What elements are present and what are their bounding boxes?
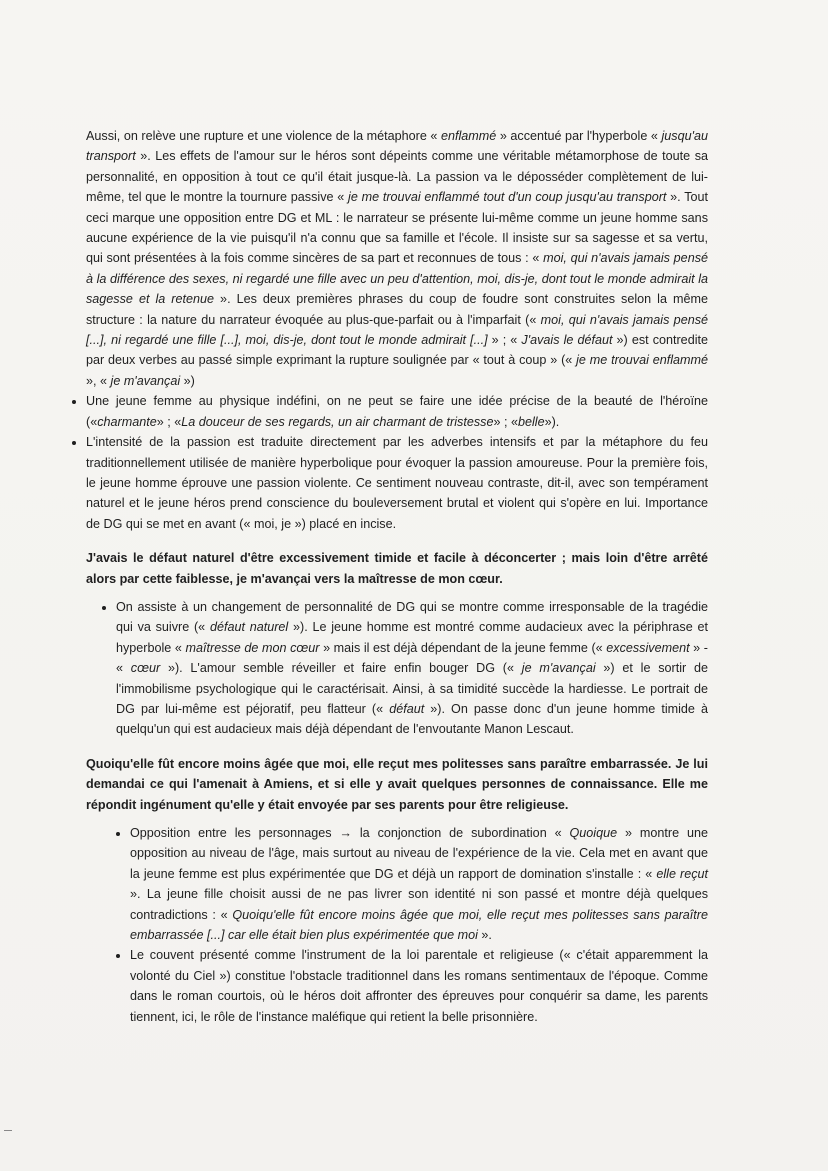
italic-quote: La douceur de ses regards, un air charmant de tristesse	[181, 414, 494, 429]
italic-quote: je m'avançai	[521, 661, 596, 676]
quote-excerpt-2: J'avais le défaut naturel d'être excessivement timide et facile à déconcerter ; mais loin d'être arrêté alors par cette faiblesse, je m'avançai vers la maîtresse de mon cœur.	[86, 551, 708, 586]
italic-quote: excessivement	[606, 640, 690, 655]
text-run: Une jeune femme au physique indéfini, on ne peut se faire une idée précise de la beauté de l'héroïne («	[86, 394, 708, 429]
text-run: Le couvent présenté comme l'instrument de la loi parentale et religieuse (« c'était apparemment la volonté du Ciel ») constitue l'obstacle traditionnel dans les romans sentimentaux de l'époque. Comme dans le roman courtois, où le héros doit affronter des épreuves pour conquérir sa dame, les parents tiennent, ici, le rôle de l'instance maléfique qui retient la belle prisonnière.	[130, 948, 708, 1024]
italic-quote: défaut naturel	[209, 620, 289, 635]
text-run: » accentué par l'hyperbole «	[496, 129, 662, 143]
bullet-item	[86, 391, 708, 432]
italic-quote: jusqu'au transport	[86, 129, 708, 164]
italic-quote: je me trouvai enflammé	[576, 353, 708, 368]
bullet-list-2	[86, 597, 708, 740]
text-run: » mais il est déjà dépendant de la jeune femme («	[319, 640, 607, 655]
document-body	[86, 126, 708, 1027]
text-run: ». Les deux premières phrases du coup de foudre sont construites selon la même structure : la nature du narrateur évoquée au plus-que-parfait ou à l'imparfait («	[86, 292, 709, 327]
italic-quote: elle reçut	[656, 866, 708, 881]
italic-quote: enflammé	[440, 129, 497, 143]
text-run: » ; «	[487, 333, 522, 348]
italic-quote: Quoiqu'elle fût encore moins âgée que moi, elle reçut mes politesses sans paraître embarrassée [...] car elle était bien plus expérimentée que moi	[130, 907, 708, 943]
text-run: ») et le sortir de l'immobilisme psychologique qui le caractérisait. Ainsi, à sa timidité succède la hardiesse. Le portrait de DG par lui-même est péjoratif, peu flatteur («	[116, 661, 709, 716]
text-run: »). Le jeune homme est montré comme audacieux avec la périphrase et hyperbole «	[116, 620, 708, 655]
text-run: » ; «	[156, 414, 182, 429]
text-run: ». Les effets de l'amour sur le héros sont dépeints comme une véritable métamorphose de toute sa personnalité, en opposition à tout ce qu'il était jusque-là. La passion va le déposséder complètement de lui-même, tel que le montre la tournure passive «	[86, 149, 708, 205]
text-run: »).	[544, 414, 560, 429]
text-run: » - «	[116, 640, 708, 676]
italic-quote: moi, qui n'avais jamais pensé [...], ni regardé une fille [...], moi, dis-je, dont tout le monde admirait [...]	[86, 312, 708, 348]
text-run: ». La jeune fille choisit aussi de ne pas livrer son identité ni son passé et montre déjà quelques contradictions : «	[130, 887, 708, 922]
italic-quote: charmante	[97, 414, 157, 429]
bullet-item	[130, 945, 708, 1027]
italic-quote: J'avais le défaut	[521, 333, 613, 348]
text-run: Opposition entre les personnages → la conjonction de subordination «	[130, 826, 570, 840]
italic-quote: je m'avançai	[110, 373, 181, 388]
italic-quote: défaut	[389, 701, 425, 716]
bullet-list-1	[52, 391, 708, 534]
bullet-item	[116, 597, 708, 740]
italic-quote: moi, qui n'avais jamais pensé à la différence des sexes, ni regardé une fille avec un peu d'attention, moi, dis-je, dont tout le monde admirait la sagesse et la retenue	[86, 251, 708, 307]
italic-quote: cœur	[130, 661, 161, 676]
text-run: »). On passe donc d'un jeune homme timide à quelqu'un qui est audacieux mais déjà dépendant de l'envoutante Manon Lescaut.	[116, 701, 708, 737]
text-run: »). L'amour semble réveiller et faire enfin bouger DG («	[160, 661, 522, 676]
scan-edge-mark	[4, 1130, 12, 1131]
italic-quote: je me trouvai enflammé tout d'un coup jusqu'au transport	[348, 190, 667, 205]
bullet-item	[86, 432, 708, 534]
text-run: » montre une opposition au niveau de l'âge, mais surtout au niveau de l'expérience de la vie. Cela met en avant que la jeune femme est plus expérimentée que DG et déjà un rapport de domination s'installe : «	[130, 826, 708, 881]
text-run: Aussi, on relève une rupture et une violence de la métaphore «	[86, 129, 441, 143]
text-run: On assiste à un changement de personnalité de DG qui se montre comme irresponsable de la tragédie qui va suivre («	[116, 599, 708, 635]
intro-paragraph	[86, 126, 708, 391]
italic-quote: maîtresse de mon cœur	[185, 640, 320, 655]
text-run: ») est contredite par deux verbes au passé simple exprimant la rupture soulignée par « tout à coup » («	[86, 333, 708, 368]
text-run: » ; «	[493, 414, 518, 429]
text-run: »)	[180, 373, 195, 388]
italic-quote: belle	[517, 414, 545, 429]
quote-excerpt-3: Quoiqu'elle fût encore moins âgée que moi, elle reçut mes politesses sans paraître embarrassée. Je lui demandai ce qui l'amenait à Amiens, et si elle y avait quelques personnes de connaissance. Elle me répondit ingénument qu'elle y était envoyée par ses parents pour être religieuse.	[86, 756, 708, 812]
text-run: », «	[86, 373, 111, 388]
bullet-list-3	[86, 823, 708, 1027]
text-run: L'intensité de la passion est traduite directement par les adverbes intensifs et par la métaphore du feu traditionnellement utilisée de manière hyperbolique pour évoquer la passion amoureuse. Pour la première fois, le jeune homme éprouve une passion violente. Ce sentiment nouveau contraste, dit-il, avec son tempérament naturel et le jeune héros prend conscience du bouleversement brutal et violent qui s'opère en lui. Importance de DG qui se met en avant (« moi, je ») placé en incise.	[86, 435, 708, 531]
text-run: ». Tout ceci marque une opposition entre DG et ML : le narrateur se présente lui-même comme un jeune homme sans aucune expérience de la vie puisqu'il n'a connu que sa famille et l'école. Il insiste sur sa sagesse et sa vertu, qui sont présentées à la fois comme sincères de sa part et reconnues de tous : «	[86, 190, 708, 266]
text-run: ».	[477, 928, 492, 943]
bullet-item	[130, 823, 708, 945]
italic-quote: Quoique	[569, 826, 618, 840]
